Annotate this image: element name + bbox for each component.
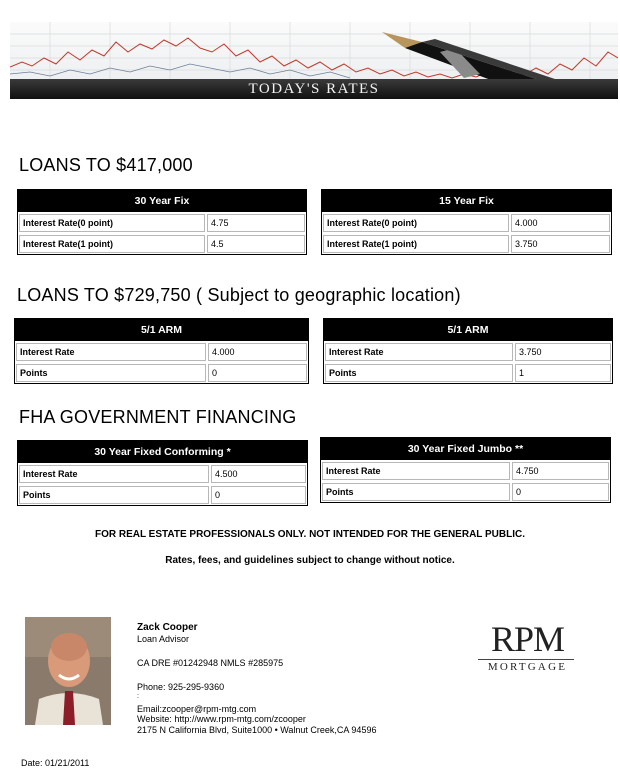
row-value: 4.000: [208, 343, 307, 361]
row-value: 3.750: [515, 343, 611, 361]
table-row: [15, 362, 308, 383]
table-row: [18, 484, 307, 505]
table-row: [15, 341, 308, 362]
table-row: [324, 341, 612, 362]
table-row: [321, 460, 610, 481]
header-banner: [10, 22, 618, 99]
table-title: 30 Year Fix: [18, 190, 306, 212]
email-link[interactable]: Email:zcooper@rpm-mtg.com: [137, 704, 257, 714]
row-label: Interest Rate(1 point): [323, 235, 509, 253]
contact-block: [137, 623, 198, 644]
rate-table-5-1-arm-left: [14, 318, 309, 384]
table-row: [18, 463, 307, 484]
row-label: Interest Rate: [16, 343, 206, 361]
table-row: [18, 212, 306, 233]
row-label: Points: [19, 486, 209, 504]
separator-line: :: [137, 693, 139, 700]
row-value: 4.75: [207, 214, 305, 232]
table-row: [321, 481, 610, 502]
row-value: 0: [208, 364, 307, 382]
row-label: Interest Rate: [322, 462, 510, 480]
section-heading-high-balance: LOANS TO $729,750 ( Subject to geographic location): [17, 285, 461, 305]
rate-table-15-year-fix: [321, 189, 612, 255]
row-label: Interest Rate(1 point): [19, 235, 205, 253]
row-label: Points: [325, 364, 513, 382]
row-label: Interest Rate: [19, 465, 209, 483]
table-row: [322, 233, 611, 254]
table-row: [322, 212, 611, 233]
table-title: 30 Year Fixed Jumbo **: [321, 438, 610, 460]
license-line: CA DRE #01242948 NMLS #285975: [137, 658, 284, 668]
rpm-logo-subtitle: MORTGAGE: [487, 661, 568, 673]
row-label: Interest Rate: [325, 343, 513, 361]
row-value: 4.000: [511, 214, 610, 232]
row-label: Points: [16, 364, 206, 382]
row-value: 4.5: [207, 235, 305, 253]
rate-table-5-1-arm-right: [323, 318, 613, 384]
advisor-title: Loan Advisor: [137, 633, 190, 644]
rate-table-30-year-fixed-jumbo: [320, 437, 611, 503]
section-heading-conforming: LOANS TO $417,000: [19, 155, 193, 175]
table-title: 5/1 ARM: [15, 319, 308, 341]
document-date: Date: 01/21/2011: [21, 758, 90, 768]
rpm-logo: RPM: [490, 619, 565, 659]
row-value: 3.750: [511, 235, 610, 253]
phone-line: Phone: 925-295-9360: [137, 682, 225, 692]
rates-disclaimer: Rates, fees, and guidelines subject to change without notice.: [165, 555, 455, 566]
table-title: 30 Year Fixed Conforming *: [18, 441, 307, 463]
table-row: [324, 362, 612, 383]
row-value: 4.500: [211, 465, 306, 483]
professionals-notice: FOR REAL ESTATE PROFESSIONALS ONLY. NOT INTENDED FOR THE GENERAL PUBLIC.: [94, 529, 526, 540]
row-value: 1: [515, 364, 611, 382]
row-label: Interest Rate(0 point): [323, 214, 509, 232]
address-line: 2175 N California Blvd, Suite1000 • Walnut Creek,CA 94596: [137, 725, 377, 735]
table-title: 5/1 ARM: [324, 319, 612, 341]
row-value: 4.750: [512, 462, 609, 480]
row-value: 0: [512, 483, 609, 501]
advisor-photo: [25, 617, 111, 725]
logo-divider: [478, 659, 574, 660]
section-heading-fha: FHA GOVERNMENT FINANCING: [19, 407, 297, 427]
table-title: 15 Year Fix: [322, 190, 611, 212]
website-link[interactable]: Website: http://www.rpm-mtg.com/zcooper: [137, 714, 306, 724]
table-row: [18, 233, 306, 254]
row-label: Interest Rate(0 point): [19, 214, 205, 232]
rate-table-30-year-fixed-conforming: [17, 440, 308, 506]
advisor-name: Zack Cooper: [137, 622, 198, 633]
row-label: Points: [322, 483, 510, 501]
banner-title: TODAY'S RATES: [248, 81, 380, 97]
row-value: 0: [211, 486, 306, 504]
rate-table-30-year-fix: [17, 189, 307, 255]
